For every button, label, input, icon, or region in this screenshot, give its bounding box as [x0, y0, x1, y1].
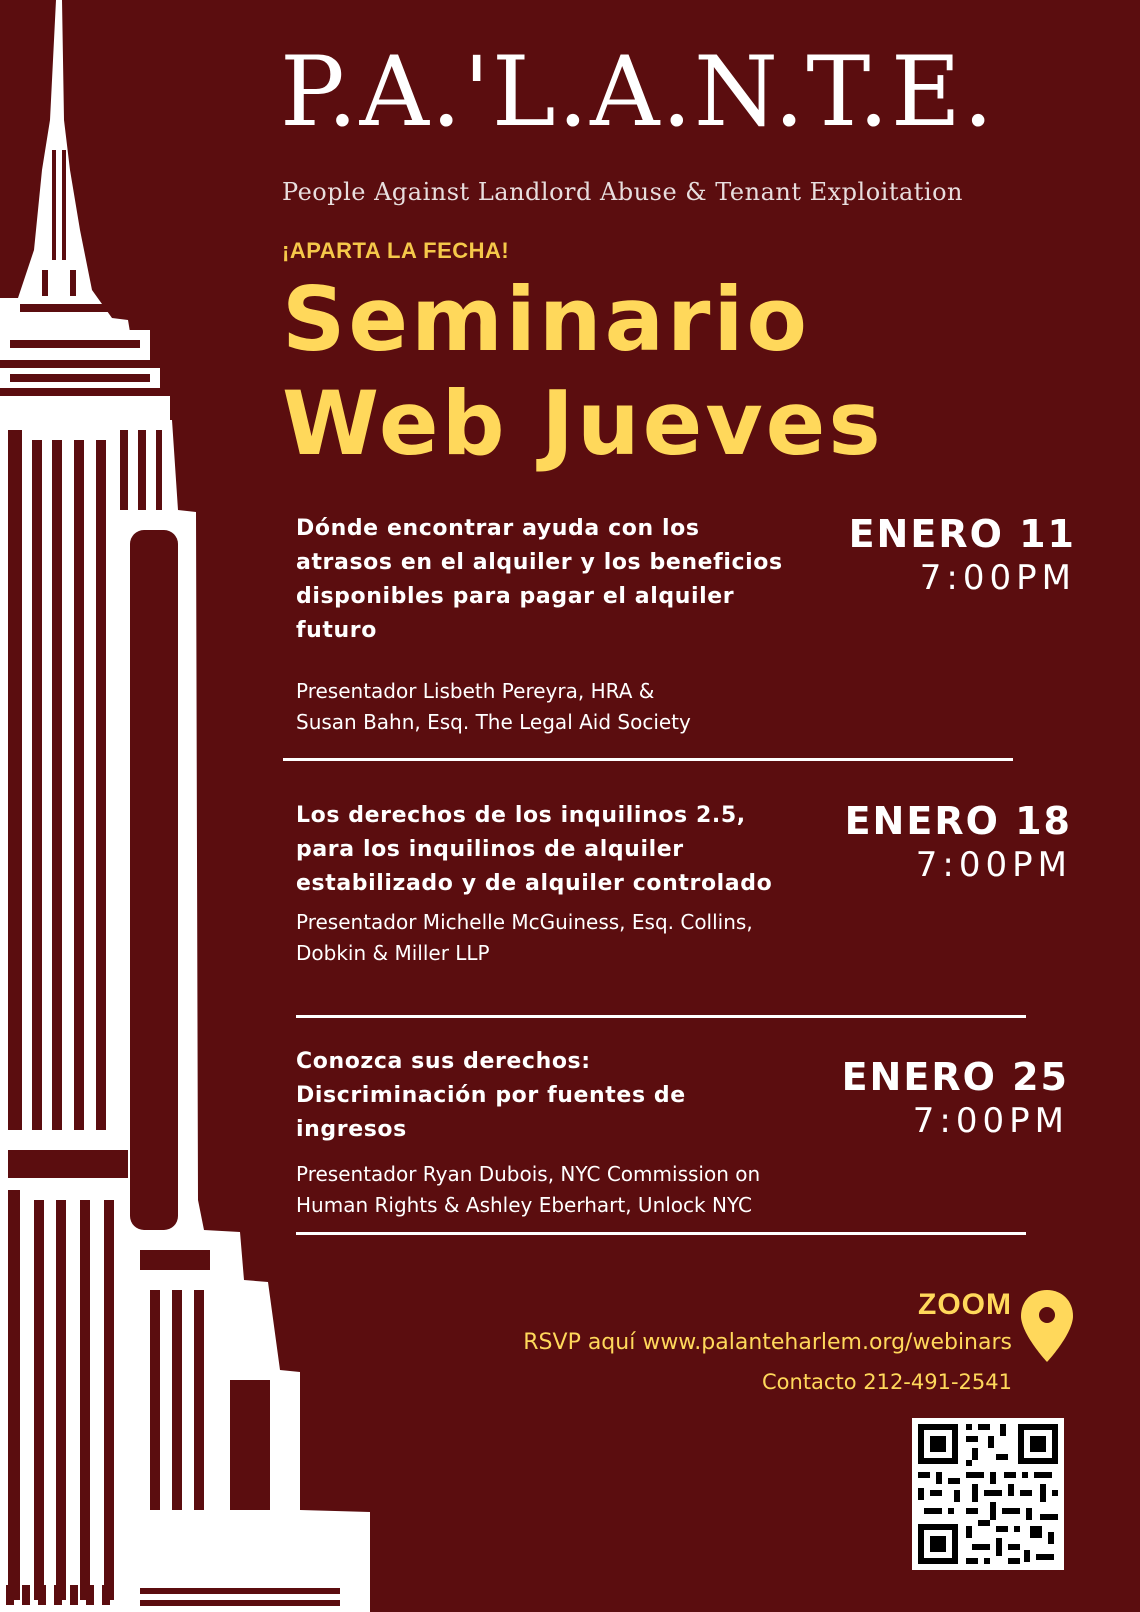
session-2 [296, 799, 1072, 969]
poster-title [282, 268, 1082, 476]
zoom-label: ZOOM [918, 1288, 1012, 1321]
presenter-line: Susan Bahn, Esq. The Legal Aid Society [296, 710, 691, 734]
save-the-date-kicker: ¡APARTA LA FECHA! [282, 238, 510, 263]
session-presenters [296, 676, 856, 738]
session-date: ENERO 25 [841, 1055, 1069, 1099]
session-datetime [849, 512, 1076, 598]
session-datetime [842, 1055, 1069, 1141]
session-presenters [296, 1159, 836, 1221]
session-1 [296, 512, 1076, 738]
divider [296, 1015, 1026, 1018]
session-presenters [296, 907, 836, 969]
presenter-line: Presentador Lisbeth Pereyra, HRA & [296, 679, 655, 703]
session-time: 7:00PM [919, 558, 1076, 598]
presenter-line: Dobkin & Miller LLP [296, 941, 490, 965]
presenter-line: Presentador Michelle McGuiness, Esq. Collins, [296, 910, 753, 934]
qr-code-icon[interactable] [912, 1418, 1064, 1570]
session-date: ENERO 18 [844, 799, 1072, 843]
contact-phone: Contacto 212-491-2541 [762, 1370, 1012, 1394]
title-line-1: Seminario [282, 268, 810, 371]
session-topic: Conozca sus derechos: Discriminación por fuentes de ingresos [296, 1049, 686, 1142]
divider [283, 758, 1013, 761]
divider [296, 1232, 1026, 1235]
session-topic: Dónde encontrar ayuda con los atrasos en el alquiler y los beneficios disponibles para pagar el alquiler futuro [296, 516, 783, 643]
palante-logo: P.A.'L.A.N.T.E. [280, 36, 996, 148]
session-time: 7:00PM [912, 1101, 1069, 1141]
title-line-2: Web Jueves [282, 372, 884, 475]
session-datetime [845, 799, 1072, 885]
rsvp-link[interactable]: RSVP aquí www.palanteharlem.org/webinars [523, 1330, 1012, 1355]
presenter-line: Human Rights & Ashley Eberhart, Unlock NYC [296, 1193, 753, 1217]
session-date: ENERO 11 [848, 512, 1076, 556]
presenter-line: Presentador Ryan Dubois, NYC Commission on [296, 1162, 761, 1186]
map-pin-icon [1018, 1288, 1076, 1364]
session-topic: Los derechos de los inquilinos 2.5, para los inquilinos de alquiler estabilizado y de alquiler controlado [296, 803, 773, 896]
session-3 [296, 1045, 1069, 1221]
session-time: 7:00PM [915, 845, 1072, 885]
organization-full-name: People Against Landlord Abuse & Tenant Exploitation [282, 178, 964, 206]
